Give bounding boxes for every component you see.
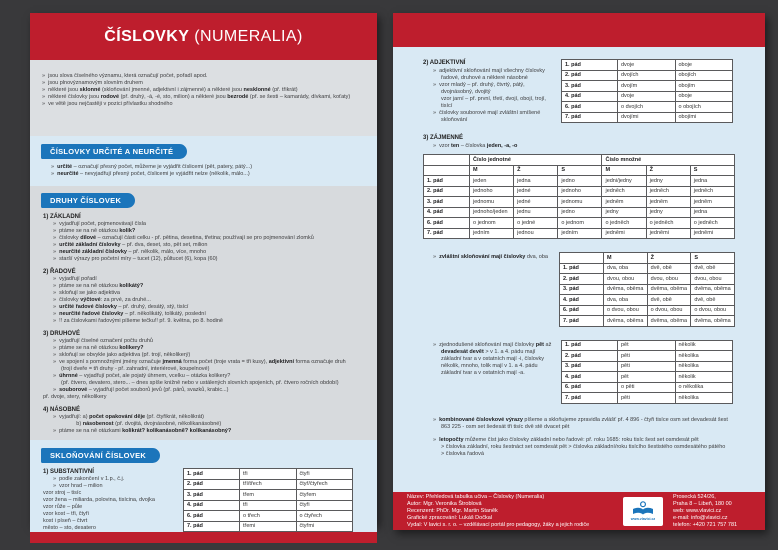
table-header-cell: 2. pád <box>560 274 604 285</box>
table-cell: tří/třech <box>240 479 297 490</box>
table-cell: o dvou, obou <box>604 305 648 316</box>
credit-line: Grafické zpracování: Lukáš Dočkal <box>407 514 492 521</box>
table-cell: jedno <box>558 176 602 187</box>
group-zakladni <box>43 213 369 263</box>
table-header-cell: 3. pád <box>560 284 604 295</box>
table-header-cell: 2. pád <box>184 479 240 490</box>
group-bullet: » neurčité řadové číslovky – př. několikátý, tolikátý, poslední <box>53 311 369 318</box>
vzor-line: vzor kost – tři, čtyři <box>43 511 89 517</box>
table-cell: dvěma, oběma <box>691 284 735 295</box>
table-cell: jednou <box>514 228 558 239</box>
publisher-logo <box>623 497 663 526</box>
table-cell: pět <box>618 372 676 383</box>
table-cell: jedněch <box>602 186 646 197</box>
intro-bullet-list <box>42 73 367 108</box>
substantivni-block <box>43 468 183 532</box>
group-bullet-list <box>53 276 369 325</box>
credits-list <box>407 494 613 529</box>
table-cell: o dvojích <box>618 102 676 113</box>
dva-oba-block <box>423 252 553 261</box>
group-heading: 4) NÁSOBNÉ <box>43 407 81 413</box>
table-cell: jedněch <box>690 186 734 197</box>
table-header-cell: 7. pád <box>184 521 240 532</box>
table-cell: jedněmi <box>602 228 646 239</box>
dva-oba-bullet: » zvláštní skloňování mají číslovky dva, oba <box>433 254 553 261</box>
table-cell: pěti <box>618 393 676 404</box>
group-bullet: » ptáme se na ně otázkou kolikery? <box>53 345 369 352</box>
table-row <box>424 197 735 208</box>
address-line: Praha 8 – Libeň, 180 00 <box>673 500 732 507</box>
table-cell: dvoje <box>618 60 676 71</box>
group-bullet: » úhrnné – vyjadřují počet, ale pojatý úhrnem, vcelku – otázka kolikery? (př. čtvero, devatero, stero... – dnes spíše knižně nebo v ustálených slovních spojeních, př. čtvero ročních období) <box>53 373 369 387</box>
dva-oba-row <box>423 252 735 327</box>
table-header-cell: M <box>602 165 646 176</box>
group-bullet: » určité základní číslovky – př. dva, deset, sto, pět set, milion <box>53 242 369 249</box>
adjektivni-bullet: » adjektivní skloňování mají všechny číslovky řadové, druhové a některé násobné <box>433 68 553 82</box>
table-header-cell: 3. pád <box>562 361 618 372</box>
vzor-line: vzor růže – půle <box>43 504 83 510</box>
group-note: př. dvoje, stery, několikery <box>43 394 107 400</box>
table-header-cell: 2. pád <box>424 186 470 197</box>
table-cell: jednomu <box>470 197 514 208</box>
group-bullet: » !! za číslovkami řadovými píšeme tečku!! př. 9. května, po 8. hodině <box>53 318 369 325</box>
table-cell: pěti <box>618 361 676 372</box>
section-header-sklonovani: SKLOŇOVÁNÍ ČÍSLOVEK <box>41 448 160 463</box>
kombinovane-bullet: » kombinované číslovkové výrazy píšeme a skloňujeme zpravidla zvlášť př. 4 896 - čtyři tisíce osm set devadesát šest 863 225 - osm set šedesát tři tisíc dvě stě dvacet pět <box>433 417 735 431</box>
table-cell: třem <box>240 490 297 501</box>
table-header-cell: 6. pád <box>560 305 604 316</box>
address-line: web: www.vlavici.cz <box>673 507 722 514</box>
address-list <box>673 494 751 529</box>
table-header-cell: Číslo jednotné <box>470 155 602 166</box>
intro-bullet: » jsou slova číselného významu, která označují počet, pořadí apod. <box>42 73 367 80</box>
group-heading: 3) DRUHOVÉ <box>43 331 81 337</box>
table-cell: jedné <box>514 186 558 197</box>
logo-url-text: www.vlavici.cz <box>630 517 656 521</box>
table-cell: o pěti <box>618 382 676 393</box>
table-row <box>562 361 733 372</box>
table-row <box>562 351 733 362</box>
table-header-cell: 1. pád <box>424 176 470 187</box>
group-bullet-list <box>53 338 369 394</box>
adjektivni-heading: 2) ADJEKTIVNÍ <box>423 60 466 66</box>
group-bullet: » ptáme se na ně otázkou kolik? <box>53 228 369 235</box>
table-header-cell: 2. pád <box>562 70 618 81</box>
section-sklonovani <box>30 440 377 532</box>
table-cell: o třech <box>240 511 297 522</box>
table-cell: o jednom <box>558 218 602 229</box>
table-row <box>562 112 733 123</box>
zajmenne-heading: 3) ZÁJMENNÉ <box>423 135 464 141</box>
table-cell: dvěma, oběma <box>691 316 735 327</box>
declension-table-tri-ctyri <box>183 468 353 532</box>
table-cell: jedněch <box>646 186 690 197</box>
table-cell: obojích <box>675 70 733 81</box>
table-cell: dvoje <box>618 91 676 102</box>
intro-bullet: » ve větě jsou nejčastěji v pozici přívlastku shodného <box>42 101 367 108</box>
table-header-cell: 2. pád <box>562 351 618 362</box>
group-bullet: » číslovky výčtové: za prvé, za druhé... <box>53 297 369 304</box>
table-cell: jednoho <box>470 186 514 197</box>
table-cell: dvěma, oběma <box>647 284 691 295</box>
table-row <box>562 382 733 393</box>
table-cell: tři <box>240 500 297 511</box>
table-cell: o jedněch <box>690 218 734 229</box>
table-cell: jednomu <box>558 197 602 208</box>
table-cell: obojím <box>675 81 733 92</box>
group-bullet: » vyjadřují: a) počet opakování děje (př. čtyřikrát, několikrát) b) násobenost (př. dvojitá, dvojnásobné, několikanásobné) <box>53 414 369 428</box>
table-header-cell: 6. pád <box>562 382 618 393</box>
table-row <box>560 316 735 327</box>
table-row <box>424 218 735 229</box>
adjektivni-bullet: » číslovky souborové mají zvláštní smíšené skloňování <box>433 110 553 124</box>
table-row <box>562 81 733 92</box>
page-2 <box>393 13 765 530</box>
table-header-cell: S <box>690 165 734 176</box>
table-row <box>560 274 735 285</box>
table-row <box>184 511 353 522</box>
page-title-bold: ČÍSLOVKY <box>104 27 190 45</box>
pet-nekolik-row <box>423 340 735 404</box>
table-header-cell: 6. pád <box>562 102 618 113</box>
table-row <box>184 521 353 532</box>
declension-table-pet-nekolik <box>561 340 733 404</box>
table-header-cell: 1. pád <box>184 469 240 480</box>
group-bullet: » skloňují se obvykle jako adjektiva (př. trojí, několikerý) <box>53 352 369 359</box>
table-cell: jedno <box>558 207 602 218</box>
table-header-cell: Ž <box>647 253 691 264</box>
table-cell: čtyři <box>296 469 353 480</box>
table-row <box>560 305 735 316</box>
group-heading: 2) ŘADOVÉ <box>43 269 76 275</box>
table-cell: o jedné <box>514 218 558 229</box>
table-cell: jednu <box>514 207 558 218</box>
urcite-bullet: » určité – označují přesný počet, můžeme je vyjádřit číslicemi (pět, patery, pátý...) <box>51 164 367 171</box>
table-cell: jednoho/jeden <box>470 207 514 218</box>
table-cell: jedna <box>690 207 734 218</box>
table-cell: jedny <box>646 176 690 187</box>
group-bullet: » vyjadřují pořadí <box>53 276 369 283</box>
table-cell: tři <box>240 469 297 480</box>
table-row <box>562 340 733 351</box>
table-row <box>424 228 735 239</box>
table-header-cell: 4. pád <box>424 207 470 218</box>
table-cell: několik <box>675 340 733 351</box>
vzor-line: vzor žena – miliarda, polovina, tisícina, dvojka <box>43 497 155 503</box>
page2-top-band <box>393 13 765 47</box>
table-cell: dvě, obě <box>691 295 735 306</box>
substantivni-heading: 1) SUBSTANTIVNÍ <box>43 469 94 475</box>
table-header-row <box>424 165 735 176</box>
table-header-cell: 7. pád <box>562 393 618 404</box>
table-cell: čtyř/čtyřech <box>296 479 353 490</box>
table-cell: o dvou, obou <box>647 305 691 316</box>
section-urcite-neurcite <box>30 136 377 186</box>
table-cell: o dvou, obou <box>691 305 735 316</box>
table-cell: čtyři <box>296 500 353 511</box>
table-header-cell: S <box>558 165 602 176</box>
table-cell: obojími <box>675 112 733 123</box>
table-header-cell: 4. pád <box>562 91 618 102</box>
table-header-cell: M <box>604 253 648 264</box>
table-row <box>184 490 353 501</box>
table-row <box>562 393 733 404</box>
table-cell: dvě, obě <box>647 263 691 274</box>
group-bullet-list <box>53 414 369 435</box>
group-bullet: » vyjadřují číselné označení počtu druhů <box>53 338 369 345</box>
group-bullet: » ve spojení s pomnožnými jmény označuje jmenná forma počet (troje vrata = tři kusy), adjektivní forma označuje druh (trojí dveře = tři druhy - př. zahradní, interiérové, koupelnové) <box>53 359 369 373</box>
table-cell: jedny <box>602 207 646 218</box>
table-cell: jedněmi <box>646 228 690 239</box>
table-cell: dva, oba <box>604 295 648 306</box>
urcite-bullet: » neurčité – nevyjadřují přesný počet, číslicemi je vyjádřit nelze (několik, málo...) <box>51 171 367 178</box>
vzor-line: vzor stroj – tisíc <box>43 490 82 496</box>
group-nasobne <box>43 406 369 435</box>
table-cell: pět <box>618 340 676 351</box>
footer-credits <box>407 494 613 529</box>
table-header-cell: 3. pád <box>562 81 618 92</box>
table-header-cell: 6. pád <box>184 511 240 522</box>
pet-nekolik-bullet: » zjednodušené skloňování mají číslovky pět až devadesát devět > v 1. a 4. pádu mají základní tvar a v ostatních mají -i, číslovky několik, mnoho, tolik mají v 1. a 4. pádu základní tvar a v ostatních mají -a. <box>433 342 553 377</box>
address-line: telefon: +420 721 757 781 <box>673 521 738 528</box>
table-cell: oboje <box>675 60 733 71</box>
table-row <box>562 372 733 383</box>
table-row <box>424 186 735 197</box>
table-cell: několika <box>675 361 733 372</box>
table-header-cell: 1. pád <box>560 263 604 274</box>
pet-nekolik-block <box>423 340 553 377</box>
section-header-urcite: ČÍSLOVKY URČITÉ A NEURČITÉ <box>41 144 187 159</box>
table-cell: dvě, obě <box>647 295 691 306</box>
credit-line: Recenzent: PhDr. Mgr. Martin Staněk <box>407 507 498 514</box>
address-line: e-mail: info@vlavici.cz <box>673 514 728 521</box>
adjektivni-row <box>423 59 735 124</box>
table-row <box>560 284 735 295</box>
page2-footer <box>393 492 765 530</box>
table-header-cell <box>424 165 470 176</box>
group-heading: 1) ZÁKLADNÍ <box>43 214 81 220</box>
table-cell: dvěma, oběma <box>604 316 648 327</box>
table-cell: jedněmi <box>690 228 734 239</box>
intro-bullet: » jsou plnovýznamovým slovním druhem <box>42 80 367 87</box>
table-row <box>184 500 353 511</box>
table-row <box>184 479 353 490</box>
table-cell: několika <box>675 393 733 404</box>
group-druhove <box>43 330 369 401</box>
table-cell: jedněm <box>602 197 646 208</box>
table-header-cell: Ž <box>514 165 558 176</box>
table-header-cell: 4. pád <box>562 372 618 383</box>
urcite-bullet-list <box>51 164 367 178</box>
table-cell: dvojích <box>618 70 676 81</box>
table-row <box>424 207 735 218</box>
intro-bullet: » některé jsou sklonné (skloňování jmenné, adjektivní i zájmenné) a některé jsou nesklonné (př. třikrát) <box>42 87 367 94</box>
table-header-cell <box>424 155 470 166</box>
table-header-cell: 6. pád <box>424 218 470 229</box>
declension-table-dvoje-oboje <box>561 59 733 123</box>
section-header-druhy: DRUHY ČÍSLOVEK <box>41 193 135 208</box>
credit-line: Autor: Mgr. Veronika Štroblová <box>407 500 482 507</box>
table-cell: jeden <box>470 176 514 187</box>
table-cell: dvou, obou <box>647 274 691 285</box>
address-line: Prosecká 524/26, <box>673 493 716 500</box>
table-cell: jedněm <box>646 197 690 208</box>
substantivni-vzor-lines <box>43 490 183 532</box>
table-header-cell: 7. pád <box>560 316 604 327</box>
table-cell: jednoho <box>558 186 602 197</box>
table-cell: jedním <box>470 228 514 239</box>
group-bullet-list <box>53 221 369 263</box>
table-header-cell: 4. pád <box>184 500 240 511</box>
table-cell: pěti <box>618 351 676 362</box>
page-title <box>30 13 377 60</box>
table-cell: jedné <box>514 197 558 208</box>
adjektivni-bullet: » vzor mladý – př. druhý, čtvrtý, pátý, dvojnásobný, dvojitý vzor jarní – př. první, třetí, dvojí, obojí, trojí, tisící <box>433 82 553 110</box>
table-row <box>184 469 353 480</box>
section-druhy-cislovek <box>30 186 377 440</box>
table-header-cell: M <box>470 165 514 176</box>
table-cell: několik <box>675 372 733 383</box>
group-bullet: » ptáme se na ně otázkami kolikrát? kolikanásobně? kolikanásobný? <box>53 428 369 435</box>
group-bullet: » neurčité základní číslovky – př. několik, málo, více, mnoho <box>53 249 369 256</box>
table-header-cell: 4. pád <box>560 295 604 306</box>
intro-bullet: » některé číslovky jsou rodové (př. druhý, -á, -é, sto, milion) a některé jsou bezrodé (př. se šesti – kamarády, dívkami, koťaty) <box>42 94 367 101</box>
table-cell: o jedněch <box>602 218 646 229</box>
table-cell: jedním <box>558 228 602 239</box>
table-cell: dvěma, oběma <box>647 316 691 327</box>
zajmenne-block <box>423 134 735 239</box>
table-cell: dvojími <box>618 112 676 123</box>
adjektivni-block <box>423 59 553 124</box>
group-bullet: » určité řadové číslovky – př. druhý, desátý, stý, tisící <box>53 304 369 311</box>
table-header-cell: Číslo množné <box>602 155 735 166</box>
group-bullet: » vyjadřují počet, pojmenovávají čísla <box>53 221 369 228</box>
table-cell: o jedněch <box>646 218 690 229</box>
substantivni-bullet: » podle zakončení v 1.p., č.j. <box>53 476 183 483</box>
table-row <box>560 263 735 274</box>
letopocty-bullet: » letopočty můžeme číst jako číslovky základní nebo řadové: př. roku 1685: roku tisíc šest set osmdesát pět > číslovka základní, roku šestnáct set osmdesát pět > číslovka základní/roku tisícího šestistého osmdesátého pátého > číslovka řadová <box>433 437 735 458</box>
table-header-cell: 3. pád <box>424 197 470 208</box>
table-cell: dva, oba <box>604 263 648 274</box>
intro-section <box>30 60 377 136</box>
footer-address <box>673 494 751 529</box>
table-cell: jedna <box>514 176 558 187</box>
table-cell: několika <box>675 351 733 362</box>
table-header-row <box>560 253 735 264</box>
table-row <box>424 176 735 187</box>
group-bullet: » číslovky dílové – označují části celku - př. pětina, desetina, třetina; používají se pro pojmenování zlomků <box>53 235 369 242</box>
group-bullet: » starší výrazy pro početní míry – tucet (12), půltucet (6), kopa (60) <box>53 256 369 263</box>
table-cell: oboje <box>675 91 733 102</box>
table-cell: o čtyřech <box>296 511 353 522</box>
table-cell: o obojích <box>675 102 733 113</box>
table-header-cell: 3. pád <box>184 490 240 501</box>
table-row <box>562 70 733 81</box>
table-cell: jedni/jedny <box>602 176 646 187</box>
table-cell: jedněm <box>690 197 734 208</box>
page2-content <box>393 47 765 492</box>
table-cell: o jednom <box>470 218 514 229</box>
table-cell: jedny <box>646 207 690 218</box>
table-header-cell: S <box>691 253 735 264</box>
table-cell: dvojím <box>618 81 676 92</box>
table-row <box>560 295 735 306</box>
declension-table-dva-oba <box>559 252 735 327</box>
page1-bottom-bar <box>30 532 377 543</box>
group-bullet: » souborové – vyjadřují počet souborů jevů (př. párů, svazků, krabic...) <box>53 387 369 394</box>
table-header-cell <box>560 253 604 264</box>
table-header-cell: Ž <box>646 165 690 176</box>
table-cell: jedna <box>690 176 734 187</box>
table-cell: dvou, obou <box>691 274 735 285</box>
substantivni-bullet: » vzor hrad – milion <box>53 483 183 490</box>
table-row <box>562 102 733 113</box>
table-header-cell: 7. pád <box>562 112 618 123</box>
table-cell: dvě, obě <box>691 263 735 274</box>
declension-table-jeden <box>423 154 735 239</box>
substantivni-bullet-list <box>53 476 183 490</box>
vzor-line: město – sto, desatero <box>43 525 96 531</box>
group-radove <box>43 268 369 325</box>
table-row <box>562 60 733 71</box>
sklonovani-body <box>43 468 367 532</box>
page-title-rest: (NUMERALIA) <box>194 27 303 45</box>
table-cell: čtyřmi <box>296 521 353 532</box>
credit-line: Název: Přehledová tabulka učiva – Číslovky (Numeralia) <box>407 493 545 500</box>
vzor-line: kost i píseň – čtvrt <box>43 518 88 524</box>
table-cell: čtyřem <box>296 490 353 501</box>
table-cell: o několika <box>675 382 733 393</box>
adjektivni-bullet-list <box>433 68 553 124</box>
table-cell: dvěma, oběma <box>604 284 648 295</box>
table-header-row <box>424 155 735 166</box>
table-cell: dvou, obou <box>604 274 648 285</box>
table-header-cell: 7. pád <box>424 228 470 239</box>
table-cell: třemi <box>240 521 297 532</box>
group-bullet: » ptáme se na ně otázkou kolikátý? <box>53 283 369 290</box>
table-header-cell: 1. pád <box>562 60 618 71</box>
group-bullet: » skloňují se jako adjektiva <box>53 290 369 297</box>
open-book-icon <box>632 501 654 516</box>
page-1 <box>30 13 377 531</box>
credit-line: Vydal: V lavici s. r. o. – vzdělávací portál pro pedagogy, žáky a jejich rodiče <box>407 521 590 528</box>
zajmenne-bullet: » vzor ten – číslovka jeden, -a, -o <box>433 143 735 150</box>
table-row <box>562 91 733 102</box>
table-header-cell: 1. pád <box>562 340 618 351</box>
